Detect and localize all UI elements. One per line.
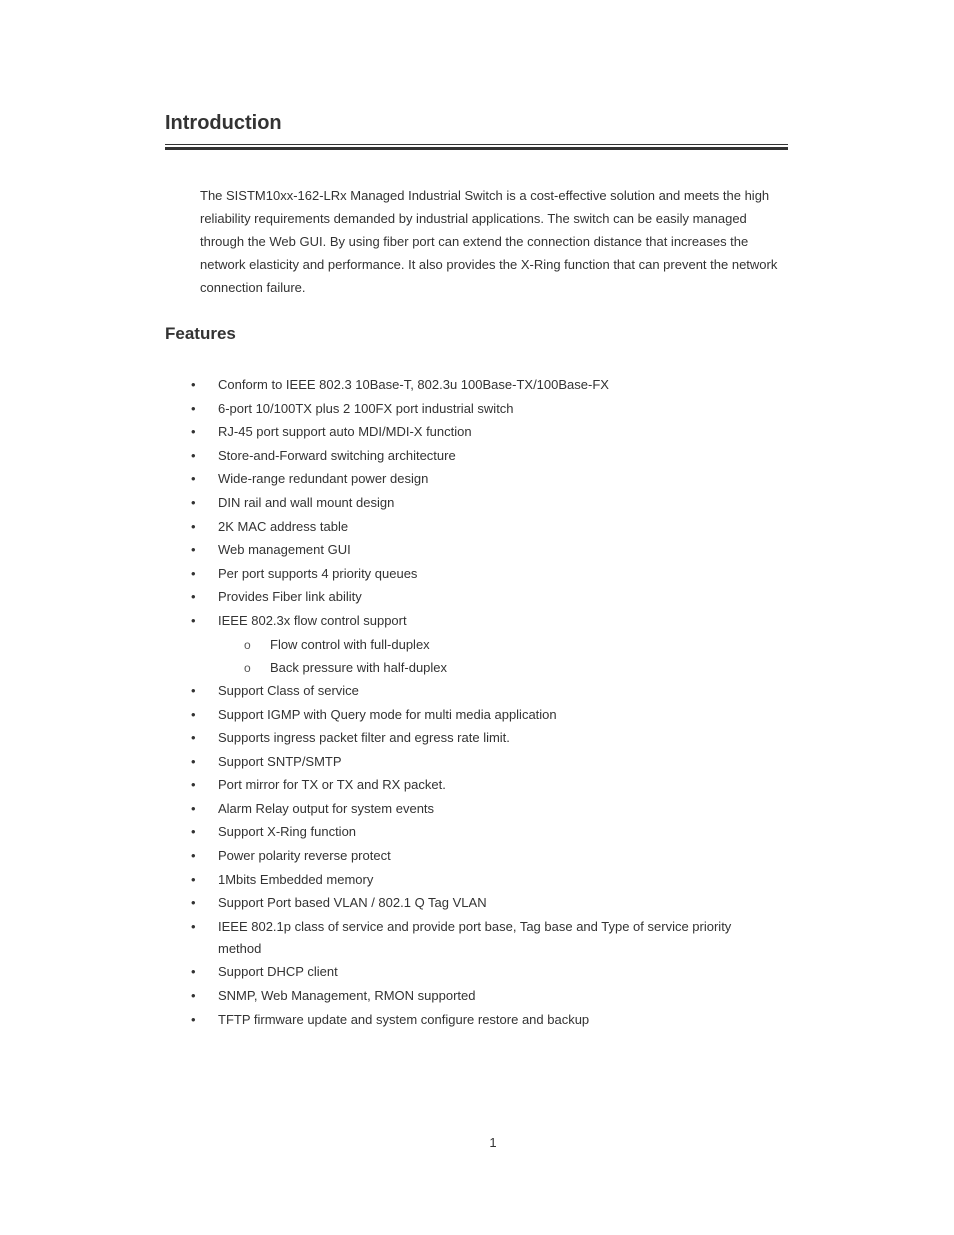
feature-text: 1Mbits Embedded memory — [218, 871, 374, 887]
bullet-icon: • — [191, 988, 196, 1004]
bullet-icon: • — [191, 753, 196, 769]
feature-item — [0, 869, 758, 891]
bullet-icon: • — [191, 871, 196, 887]
bullet-icon: • — [191, 800, 196, 816]
page-number: 1 — [489, 1135, 497, 1150]
feature-text: DIN rail and wall mount design — [218, 494, 395, 510]
feature-text: Support SNTP/SMTP — [218, 753, 342, 769]
bullet-icon: • — [191, 471, 196, 487]
sub-bullet-icon: o — [244, 660, 251, 675]
bullet-icon: • — [191, 682, 196, 698]
bullet-icon: • — [191, 518, 196, 534]
bullet-icon: • — [191, 918, 196, 934]
feature-text: Power polarity reverse protect — [218, 848, 391, 864]
feature-item — [0, 821, 758, 843]
feature-item — [0, 610, 758, 632]
feature-sub-item — [0, 634, 954, 656]
feature-item — [0, 398, 758, 420]
bullet-icon: • — [191, 848, 196, 864]
feature-item — [0, 421, 758, 443]
feature-text: TFTP firmware update and system configure restore and backup — [218, 1011, 590, 1027]
bullet-icon: • — [191, 1011, 196, 1027]
bullet-icon: • — [191, 565, 196, 581]
feature-text: Alarm Relay output for system events — [218, 800, 435, 816]
feature-item — [0, 445, 758, 467]
bullet-icon: • — [191, 494, 196, 510]
feature-item — [0, 468, 758, 490]
feature-sub-text: Back pressure with half-duplex — [270, 659, 448, 675]
feature-item — [0, 374, 758, 396]
heading-rule-thick — [165, 147, 788, 150]
feature-item — [0, 916, 758, 960]
bullet-icon: • — [191, 377, 196, 392]
feature-sub-text: Flow control with full-duplex — [270, 636, 430, 652]
feature-item — [0, 1009, 758, 1031]
feature-text: Provides Fiber link ability — [218, 589, 362, 605]
feature-text: Web management GUI — [218, 542, 351, 558]
bullet-icon: • — [191, 612, 196, 628]
feature-item — [0, 845, 758, 867]
feature-item — [0, 492, 758, 514]
feature-text: Support Port based VLAN / 802.1 Q Tag VLAN — [218, 895, 487, 911]
bullet-icon: • — [191, 447, 196, 463]
feature-text: IEEE 802.1p class of service and provide port base, Tag base and Type of service priority method — [218, 918, 732, 956]
feature-text: IEEE 802.3x flow control support — [218, 612, 407, 628]
feature-text: Support IGMP with Query mode for multi media application — [218, 706, 557, 722]
feature-item — [0, 727, 758, 749]
sub-bullet-icon: o — [244, 637, 251, 652]
introduction-heading: Introduction — [165, 112, 282, 134]
feature-item — [0, 704, 758, 726]
feature-text: SNMP, Web Management, RMON supported — [218, 988, 476, 1004]
feature-item — [0, 516, 758, 538]
feature-item — [0, 751, 758, 773]
features-heading: Features — [165, 324, 236, 343]
feature-text: RJ-45 port support auto MDI/MDI-X function — [218, 424, 472, 440]
bullet-icon: • — [191, 824, 196, 840]
bullet-icon: • — [191, 895, 196, 911]
feature-text: Port mirror for TX or TX and RX packet. — [218, 777, 446, 793]
feature-text: Per port supports 4 priority queues — [218, 565, 418, 581]
feature-text: Support Class of service — [218, 682, 359, 698]
feature-item — [0, 798, 758, 820]
feature-text: 6-port 10/100TX plus 2 100FX port industrial switch — [218, 400, 514, 416]
bullet-icon: • — [191, 730, 196, 746]
bullet-icon: • — [191, 542, 196, 558]
feature-text: Store-and-Forward switching architecture — [218, 447, 456, 463]
feature-item — [0, 985, 758, 1007]
feature-text: 2K MAC address table — [218, 518, 349, 534]
feature-item — [0, 680, 758, 702]
bullet-icon: • — [191, 706, 196, 722]
intro-line-5: connection failure. — [200, 280, 306, 295]
feature-item — [0, 961, 758, 983]
introduction-paragraph — [200, 184, 792, 299]
features-list — [0, 374, 954, 1032]
heading-rule-thin — [165, 144, 788, 145]
feature-item — [0, 563, 758, 585]
bullet-icon: • — [191, 400, 196, 416]
intro-line-1: The SISTM10xx-162-LRx Managed Industrial Switch is a cost-effective solution and meets the high — [200, 188, 770, 203]
bullet-icon: • — [191, 777, 196, 793]
feature-item — [0, 539, 758, 561]
feature-text: Support X-Ring function — [218, 824, 357, 840]
feature-item — [0, 892, 758, 914]
feature-text: Supports ingress packet filter and egress rate limit. — [218, 730, 510, 746]
bullet-icon: • — [191, 424, 196, 440]
feature-sub-item — [0, 657, 954, 679]
feature-text: Support DHCP client — [218, 964, 338, 980]
bullet-icon: • — [191, 589, 196, 605]
feature-text: Conform to IEEE 802.3 10Base-T, 802.3u 100Base-TX/100Base-FX — [218, 377, 609, 392]
feature-item — [0, 774, 758, 796]
intro-line-2: reliability requirements demanded by industrial applications. The switch can be easily managed — [200, 211, 747, 226]
intro-line-4: network elasticity and performance. It also provides the X-Ring function that can prevent the network — [200, 257, 778, 272]
feature-text: Wide-range redundant power design — [218, 471, 429, 487]
feature-item — [0, 586, 758, 608]
bullet-icon: • — [191, 964, 196, 980]
intro-line-3: through the Web GUI. By using fiber port can extend the connection distance that increases the — [200, 234, 749, 249]
